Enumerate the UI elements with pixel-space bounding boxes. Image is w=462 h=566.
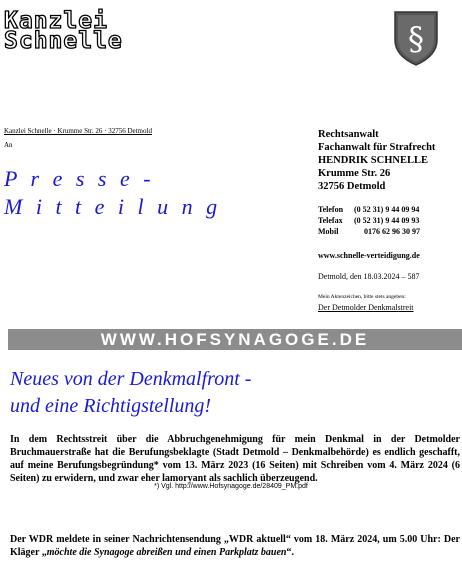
banner-text[interactable]: WWW.HOFSYNAGOGE.DE — [100, 329, 370, 349]
fax-label: Telefax — [318, 216, 343, 225]
website-banner — [8, 329, 462, 350]
recipient-label: An — [4, 141, 13, 149]
wdr-quote: möchte die Synagoge abreißen und einen Parkplatz bauen — [46, 547, 287, 558]
logo-line-2: Schnelle — [4, 28, 123, 54]
lawyer-name: HENDRIK SCHNELLE — [318, 155, 428, 166]
footnote: *) Vgl. http://www.Hofsynagoge.de/28409_PM.pdf — [154, 483, 308, 490]
wdr-lead: Der WDR meldete in seiner Nachrichtensendung „WDR aktuell“ vom 18. März 2024, um 5.00 Uhr: Der Kläger „ — [10, 534, 460, 558]
wdr-paragraph — [10, 533, 460, 559]
logo-line-1: Kanzlei — [4, 8, 108, 34]
lawyer-specialty: Fachanwalt für Strafrecht — [318, 142, 436, 153]
lawyer-city: 32756 Detmold — [318, 181, 386, 192]
body-paragraph: In dem Rechtsstreit über die Abbruchgenehmigung für mein Denkmal in der Detmolder Bruchmauerstraße hat die Berufungsbeklagte (Stadt Detmold – Denkmalbehörde) es endlich geschafft, auf meine Berufungsbegründung* vom 13. März 2023 (16 Seiten) mit Schreiben vom 4. März 2024 (6 Seiten) zu erwidern, und zwar eher lamoryant als sachlich überzeugend. — [10, 434, 460, 484]
wdr-tail: “. — [286, 547, 294, 558]
date-line: Detmold, den 18.03.2024 – 587 — [318, 272, 420, 281]
press-title-line-2: M i t t e i l u n g — [4, 194, 222, 219]
svg-text:§: § — [408, 20, 424, 58]
lawyer-info — [318, 128, 458, 193]
phone-label: Telefon — [318, 205, 344, 214]
phone-number: (0 52 31) 9 44 09 94 — [354, 205, 420, 214]
paragraph-shield-icon — [393, 10, 439, 66]
website-link[interactable]: www.schnelle-verteidigung.de — [318, 251, 420, 260]
headline-line-2: und eine Richtigstellung! — [10, 395, 212, 417]
contact-info — [318, 204, 458, 237]
press-title-line-1: P r e s s e - — [4, 166, 155, 191]
reference-label: Mein Aktenzeichen, bitte stets angeben: — [318, 294, 406, 300]
fax-number: (0 52 31) 9 44 09 93 — [354, 216, 420, 225]
mobile-number: 0176 62 96 30 97 — [364, 227, 420, 236]
mobile-label: Mobil — [318, 227, 339, 236]
lawyer-role: Rechtsanwalt — [318, 129, 379, 140]
headline-line-1: Neues von der Denkmalfront - — [10, 368, 252, 390]
lawyer-street: Krumme Str. 26 — [318, 168, 391, 179]
sender-address-line: Kanzlei Schnelle · Krumme Str. 26 · 32756 Detmold — [4, 127, 152, 135]
reference-value: Der Detmolder Denkmalstreit — [318, 303, 414, 312]
